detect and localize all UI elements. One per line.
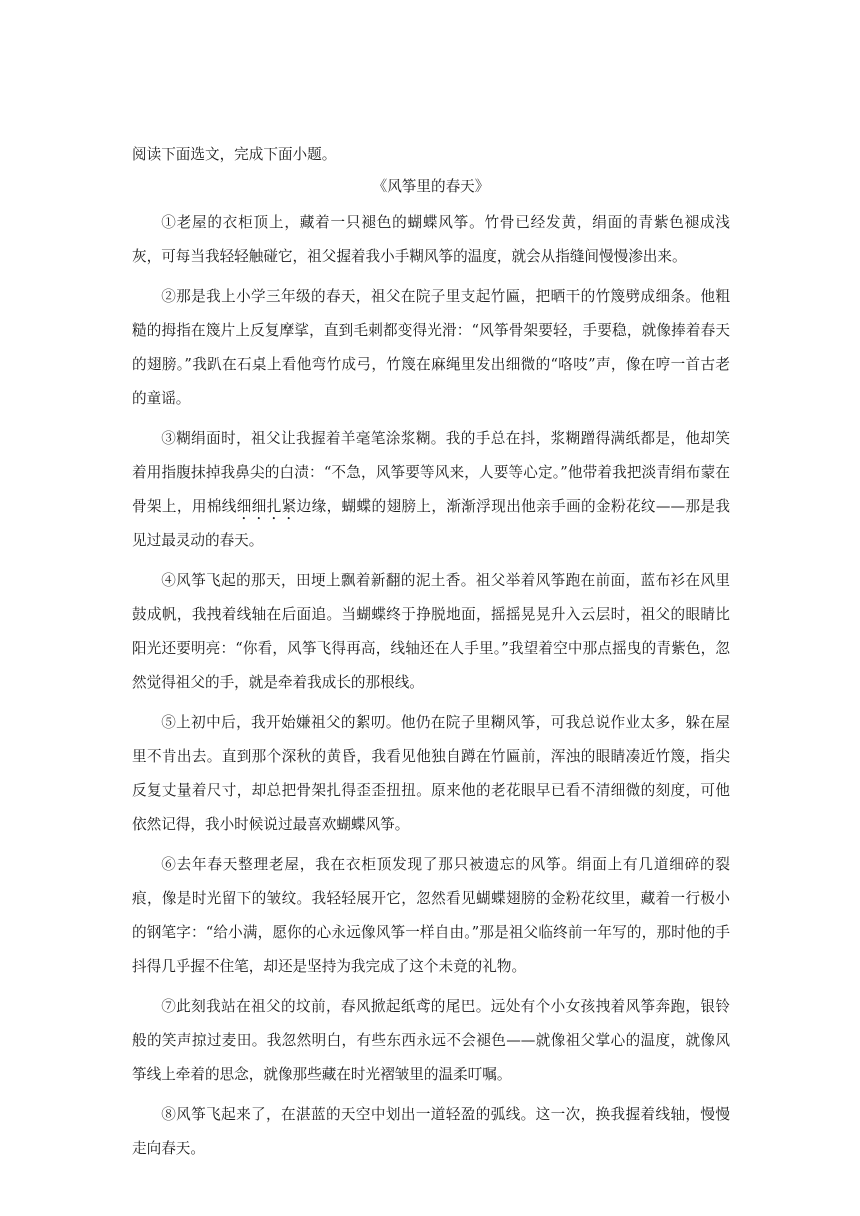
paragraph-6: ⑥去年春天整理老屋，我在衣柜顶发现了那只被遗忘的风筝。绢面上有几道细碎的裂痕，像是时光留下的皱纹。我轻轻展开它，忽然看见蝴蝶翅膀的金粉花纹里，藏着一行极小的钢笔字：“给小满，愿你的心永远像风筝一样自由。”那是祖父临终前一年写的，那时他的手抖得几乎握不住笔，却还是坚持为我完成了这个未竟的礼物。 xyxy=(132,856,730,975)
paragraph-4: ④风筝飞起的那天，田埂上飘着新翻的泥土香。祖父举着风筝跑在前面，蓝布衫在风里鼓成帆，我拽着线轴在后面追。当蝴蝶终于挣脱地面，摇摇晃晃升入云层时，祖父的眼睛比阳光还要明亮：“你看，风筝飞得再高，线轴还在人手里。”我望着空中那点摇曳的青紫色，忽然觉得祖父的手，就是牵着我成长的那根线。 xyxy=(132,572,730,691)
document-page xyxy=(132,141,730,1172)
paragraph-3 xyxy=(132,422,730,558)
paragraph-5: ⑤上初中后，我开始嫌祖父的絮叨。他仍在院子里糊风筝，可我总说作业太多，躲在屋里不肯出去。直到那个深秋的黄昏，我看见他独自蹲在竹匾前，浑浊的眼睛凑近竹篾，指尖反复丈量着尺寸，却总把骨架扎得歪歪扭扭。原来他的老花眼早已看不清细微的刻度，可他依然记得，我小时候说过最喜欢蝴蝶风筝。 xyxy=(132,714,730,833)
paragraph-3-text-after: 边缘，蝴蝶的翅膀上，渐渐浮现出他亲手画的金粉花纹——那是我见过最灵动的春天。 xyxy=(132,498,730,549)
paragraph-2: ②那是我上小学三年级的春天，祖父在院子里支起竹匾，把晒干的竹篾劈成细条。他粗糙的拇指在篾片上反复摩挲，直到毛刺都变得光滑：“风筝骨架要轻，手要稳，就像捧着春天的翅膀。”我趴在石桌上看他弯竹成弓，竹篾在麻绳里发出细微的“咯吱”声，像在哼一首古老的童谣。 xyxy=(132,288,730,407)
emphasized-phrase: 细细扎紧 xyxy=(236,498,297,515)
paragraph-8: ⑧风筝飞起来了，在湛蓝的天空中划出一道轻盈的弧线。这一次，换我握着线轴，慢慢走向春天。 xyxy=(132,1106,730,1157)
article-title: 《风筝里的春天》 xyxy=(372,178,490,195)
paragraph-3-text-before: ③糊绢面时，祖父让我握着羊毫笔涂浆糊。我的手总在抖，浆糊蹭得满纸都是，他却笑着用指腹抹掉我鼻尖的白渍：“不急，风筝要等风来，人要等心定。”他带着我把淡青绢布蒙在骨架上，用棉线 xyxy=(132,430,730,515)
paragraph-1: ①老屋的衣柜顶上，藏着一只褪色的蝴蝶风筝。竹骨已经发黄，绢面的青紫色褪成浅灰，可每当我轻轻触碰它，祖父握着我小手糊风筝的温度，就会从指缝间慢慢渗出来。 xyxy=(132,214,730,265)
instruction-text: 阅读下面选文，完成下面小题。 xyxy=(132,146,337,163)
paragraph-7: ⑦此刻我站在祖父的坟前，春风掀起纸鸢的尾巴。远处有个小女孩拽着风筝奔跑，银铃般的笑声掠过麦田。我忽然明白，有些东西永远不会褪色——就像祖父掌心的温度，就像风筝线上牵着的思念，就像那些藏在时光褶皱里的温柔叮嘱。 xyxy=(132,998,730,1083)
